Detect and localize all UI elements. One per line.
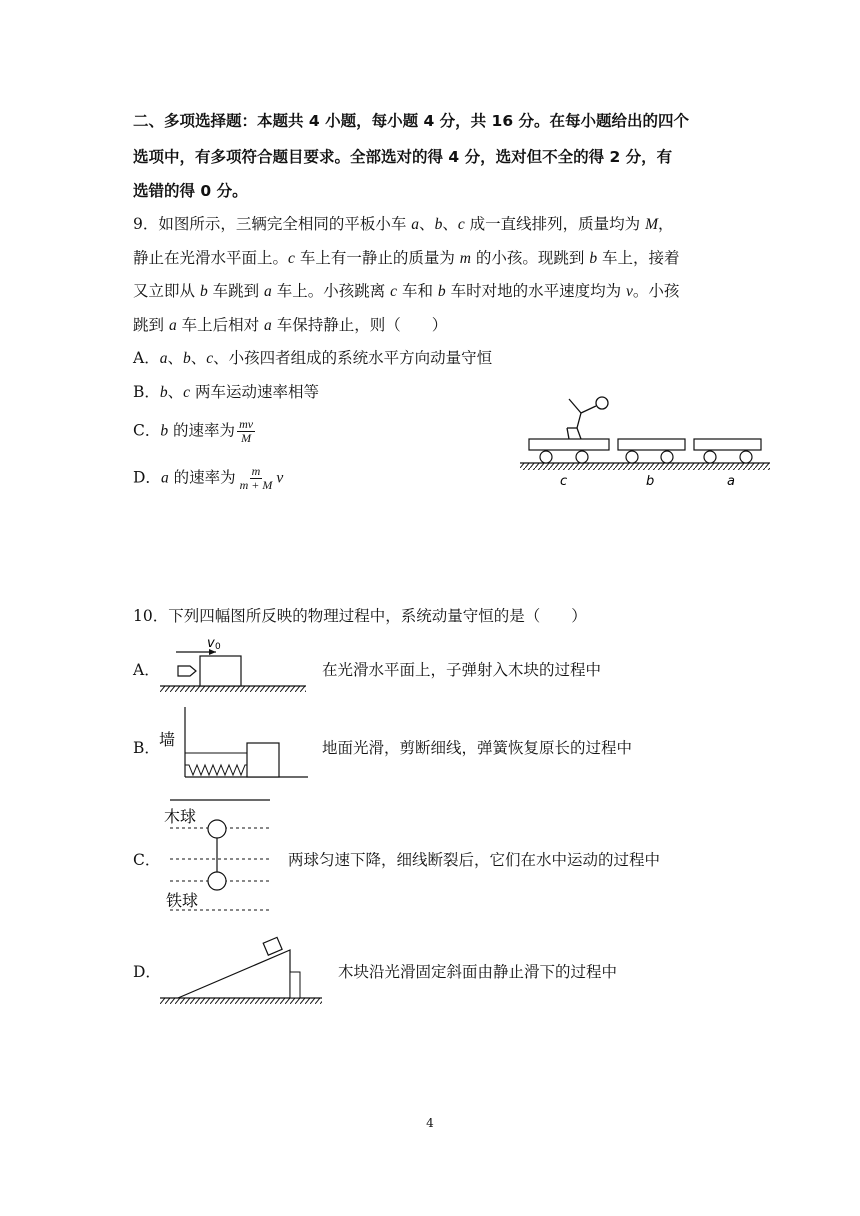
- wall-label: 墙: [159, 730, 176, 749]
- q10-option-d-text: 木块沿光滑固定斜面由静止滑下的过程中: [338, 963, 618, 981]
- q10-option-a-label: A．: [133, 661, 160, 679]
- q10-option-b-label: B．: [133, 739, 160, 757]
- q9-stem-line-1: 9．如图所示，三辆完全相同的平板小车 a、b、c 成一直线排列，质量均为 M，: [133, 215, 674, 233]
- wood-ball-label: 木球: [164, 807, 197, 826]
- block: [247, 743, 279, 777]
- sliding-block: [263, 937, 282, 955]
- cart-c: [529, 439, 609, 450]
- child-figure: [567, 397, 608, 439]
- q10-option-c-text: 两球匀速下降，细线断裂后，它们在水中运动的过程中: [288, 851, 661, 869]
- fraction-m-over-m-plus-M: $\frac{m}{m + M}$: [239, 464, 273, 492]
- support: [290, 972, 300, 998]
- q9-stem-line-4: 跳到 a 车上后相对 a 车保持静止，则（ ）: [133, 316, 448, 334]
- section-header-line-3: 选错的得 0 分。: [133, 182, 248, 200]
- q10-option-d-label: D．: [133, 963, 161, 981]
- cart-b: [618, 439, 685, 450]
- q9-option-c: C．b 的速率为 $\frac{mv}{M}$: [133, 417, 254, 445]
- section-header-line-1: 二、多项选择题：本题共 4 小题，每小题 4 分，共 16 分。在每小题给出的四个: [133, 112, 690, 130]
- section-header-line-2: 选项中，有多项符合题目要求。全部选对的得 4 分，选对但不全的得 2 分，有: [133, 148, 673, 166]
- q9-stem-line-2: 静止在光滑水平面上。c 车上有一静止的质量为 m 的小孩。现跳到 b 车上，接着: [133, 249, 680, 267]
- wood-block: [200, 656, 241, 686]
- q9-carts-figure: [515, 390, 775, 490]
- iron-ball-label: 铁球: [166, 891, 199, 910]
- spring: [185, 765, 247, 775]
- cart-label-a: a: [727, 474, 735, 489]
- cart-a: [694, 439, 761, 450]
- velocity-label: v: [207, 636, 215, 651]
- fraction-mv-over-M: $\frac{mv}{M}$: [239, 417, 254, 445]
- q10-option-b-text: 地面光滑，剪断细线，弹簧恢复原长的过程中: [322, 739, 633, 757]
- q9-option-a: A．a、b、c、小孩四者组成的系统水平方向动量守恒: [133, 349, 493, 367]
- cart-label-c: c: [560, 474, 568, 489]
- q10-figure-c-two-balls: [160, 792, 280, 914]
- q10-option-a-text: 在光滑水平面上，子弹射入木块的过程中: [322, 661, 602, 679]
- q9-option-d: D．a 的速率为 $\frac{m}{m + M}$ v: [133, 464, 284, 492]
- q10-option-c-label: C．: [133, 851, 161, 869]
- iron-ball: [208, 872, 226, 890]
- page-number: 4: [426, 1116, 434, 1130]
- q10-stem: 10．下列四幅图所反映的物理过程中，系统动量守恒的是（ ）: [133, 607, 587, 625]
- q9-option-b: B．b、c 两车运动速率相等: [133, 383, 319, 401]
- q10-figure-a-bullet-block: [160, 632, 310, 692]
- bullet: [178, 666, 196, 676]
- q9-stem-line-3: 又立即从 b 车跳到 a 车上。小孩跳离 c 车和 b 车时对地的水平速度均为 v。小孩: [133, 282, 680, 300]
- q10-figure-b-spring-block: [155, 705, 315, 785]
- q10-figure-d-incline: [160, 932, 330, 1010]
- wood-ball: [208, 820, 226, 838]
- velocity-subscript: 0: [215, 642, 221, 652]
- cart-label-b: b: [646, 474, 655, 489]
- incline: [178, 950, 290, 998]
